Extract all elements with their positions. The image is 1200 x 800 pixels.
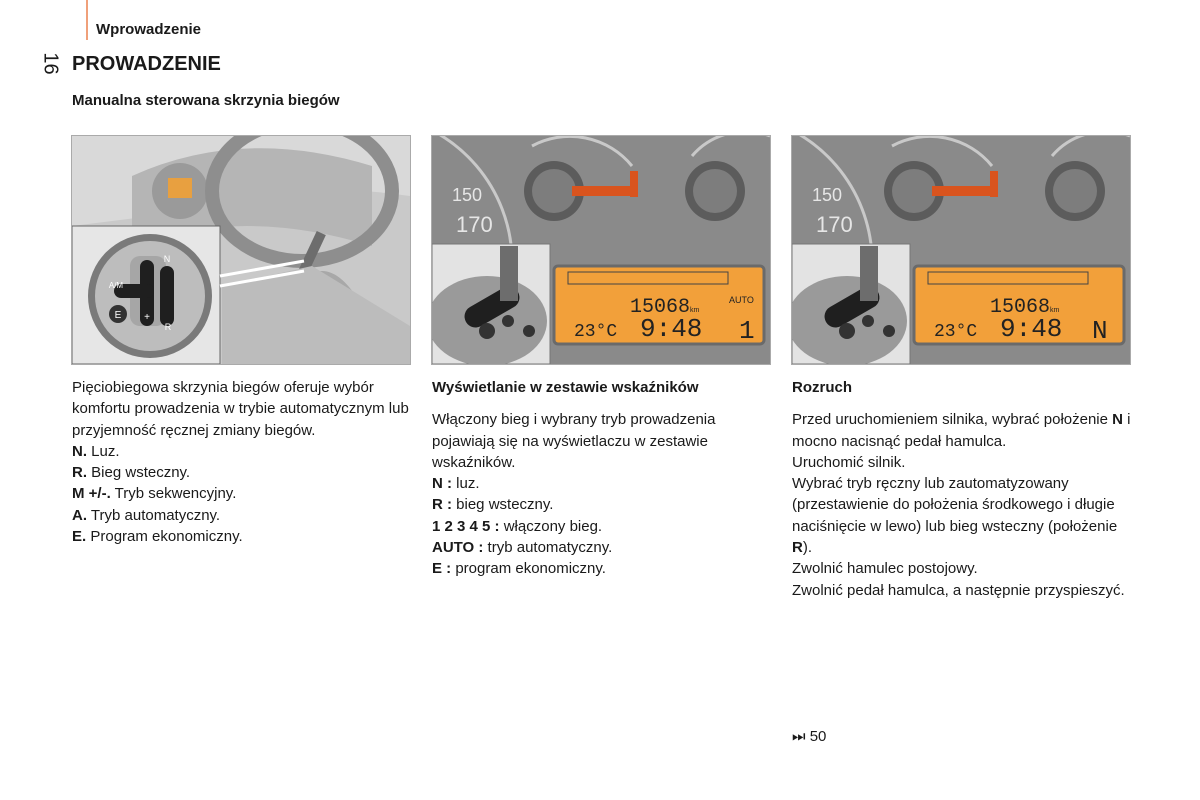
text-run: ). <box>802 539 813 557</box>
gauge-label-150: 150 <box>812 185 843 205</box>
list-item-value: włączony bieg. <box>499 517 603 535</box>
intro-text: Pięciobiegowa skrzynia biegów oferuje wybór komfortu prowadzenia w trybie automatycznym lub przyjemność ręcznej zmiany biegów. <box>72 379 409 439</box>
list-item-value: Program ekonomiczny. <box>86 528 243 546</box>
list-item-value: Luz. <box>87 442 120 460</box>
list-item-key: A. <box>72 506 87 524</box>
lever-label-r: R <box>164 322 172 332</box>
column-gearbox-overview <box>72 377 412 547</box>
list-item <box>72 526 412 547</box>
list-item-key: M +/-. <box>72 485 111 503</box>
gear-position: R <box>792 539 803 557</box>
gauge-label-170: 170 <box>816 212 853 237</box>
list-item-key: E : <box>432 560 452 578</box>
column-instrument-display <box>432 377 772 580</box>
instrument-display-auto-illustration <box>431 135 771 365</box>
subheading: Manualna sterowana skrzynia biegów <box>72 92 340 109</box>
xref-page: 50 <box>809 728 827 745</box>
odometer-unit: km <box>1050 307 1060 314</box>
odometer-value: 15068 <box>630 296 691 319</box>
list-item-value: Tryb automatyczny. <box>87 506 221 524</box>
header-accent-bar <box>86 0 88 40</box>
list-item <box>72 483 412 504</box>
list-item-key: 1 2 3 4 5 : <box>432 517 500 535</box>
list-item <box>432 494 772 515</box>
list-item-key: AUTO : <box>432 539 484 557</box>
clock: 9:48 <box>640 314 703 344</box>
column-heading: Wyświetlanie w zestawie wskaźników <box>432 379 699 396</box>
intro-text: Włączony bieg i wybrany tryb prowadzenia pojawiają się na wyświetlaczu w zestawie wskaźników. <box>432 411 716 471</box>
list-item-key: N : <box>432 475 452 493</box>
list-item-key: E. <box>72 528 87 546</box>
lever-label-am: A/M <box>108 281 124 290</box>
clock: 9:48 <box>1000 314 1063 344</box>
list-item-value: tryb automatyczny. <box>483 539 613 557</box>
list-item-value: Tryb sekwencyjny. <box>110 485 237 503</box>
list-item <box>432 537 772 558</box>
paragraph: Zwolnić hamulec postojowy. <box>792 560 978 578</box>
temperature: 23°C <box>574 322 618 342</box>
text-run: Przed uruchomieniem silnika, wybrać położenie <box>792 411 1113 429</box>
gauge-label-150: 150 <box>452 185 483 205</box>
list-item-key: R. <box>72 464 87 482</box>
list-item <box>432 558 772 579</box>
list-item <box>432 473 772 494</box>
page-title: PROWADZENIE <box>72 53 221 75</box>
list-item-value: program ekonomiczny. <box>451 560 606 578</box>
gauge-label-170: 170 <box>456 212 493 237</box>
list-item <box>72 441 412 462</box>
column-starting <box>792 377 1132 601</box>
gear-indicator: 1 <box>739 316 755 346</box>
list-item <box>72 462 412 483</box>
paragraph <box>792 409 1132 452</box>
list-item-key: N. <box>72 442 87 460</box>
mode-indicator: AUTO <box>729 295 754 305</box>
list-item-key: R : <box>432 496 452 514</box>
page-number: 16 <box>39 52 62 75</box>
gear-indicator: N <box>1092 316 1108 346</box>
text-run: Wybrać tryb ręczny lub zautomatyzowany (przestawienie do położenia środkowego i długie naciśnięcie w lewo) lub bieg wsteczny (położenie <box>792 475 1118 535</box>
list-item-value: bieg wsteczny. <box>452 496 554 514</box>
temperature: 23°C <box>934 322 978 342</box>
column-heading: Rozruch <box>792 379 852 396</box>
lever-label-e: E <box>114 310 122 321</box>
text-run: i mocno nacisnąć pedał hamulca. <box>792 411 1131 450</box>
section-label: Wprowadzenie <box>96 21 202 38</box>
list-item-value: luz. <box>452 475 480 493</box>
odometer-value: 15068 <box>990 296 1051 319</box>
gear-position: N <box>1112 411 1123 429</box>
lever-label-n: N <box>163 254 171 264</box>
paragraph <box>792 473 1132 558</box>
page-cross-reference[interactable] <box>792 728 826 745</box>
interior-gear-selector-illustration <box>71 135 411 365</box>
lever-label-plus: + <box>144 312 150 323</box>
list-item-value: Bieg wsteczny. <box>87 464 191 482</box>
next-page-icon: ⏭ <box>792 728 806 745</box>
paragraph: Uruchomić silnik. <box>792 453 906 471</box>
paragraph: Zwolnić pedał hamulca, a następnie przyspieszyć. <box>792 581 1125 599</box>
list-item <box>432 516 772 537</box>
instrument-display-neutral-illustration <box>791 135 1131 365</box>
odometer-unit: km <box>690 307 700 314</box>
list-item <box>72 505 412 526</box>
